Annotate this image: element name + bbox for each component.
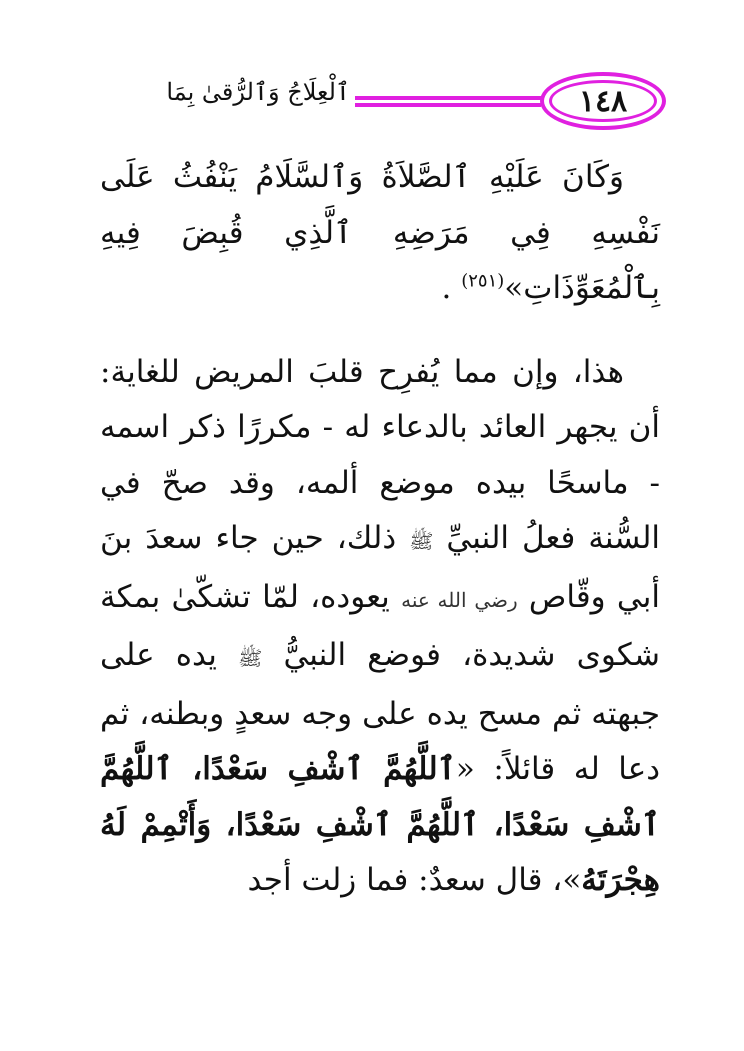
- salutation-glyph-2: ﷺ: [238, 646, 263, 670]
- body-text-2: ذلك، حين جاء سعدَ بنَ أبي وقّاص: [100, 520, 660, 615]
- honorific-glyph: رضي الله عنه: [401, 587, 518, 612]
- body-text-4: يده على جبهته ثم مسح يده على وجه سعدٍ وبطنه، ثم دعا له قائلاً: «: [100, 637, 660, 787]
- quote-end: .: [441, 270, 462, 306]
- quote-text: وَكَانَ عَلَيْهِ ٱلصَّلاَةُ وَٱلسَّلَامُ يَنْفُثُ عَلَى نَفْسِهِ فِي مَرَضِهِ ٱلَّذِي قُبِضَ فِيهِ بِٱلْمُعَوِّذَاتِ»: [100, 159, 660, 306]
- body-text-1: هذا، وإن مما يُفرِح قلبَ المريض للغاية: أن يجهر العائد بالدعاء له - مكررًا ذكر اسمه - ماسحًا بيده موضع ألمه، وقد صحّ في السُّنة فعلُ النبيِّ: [100, 353, 661, 556]
- salutation-glyph-1: ﷺ: [409, 529, 434, 553]
- body-text-5: »، قال سعدٌ: فما زلت أجد: [247, 862, 582, 898]
- dua-text: ٱللَّهُمَّ ٱشْفِ سَعْدًا، ٱللَّهُمَّ ٱشْفِ سَعْدًا، ٱللَّهُمَّ ٱشْفِ سَعْدًا، وَأَتْمِمْ لَهُ هِجْرَتَهُ: [100, 751, 660, 898]
- page-header: [0, 62, 744, 142]
- footnote-reference: (٢٥١): [461, 270, 505, 292]
- running-title: ٱلْعِلَاجُ وَٱلرُّقىٰ بِمَا: [166, 78, 350, 106]
- body-text-3: يعوده، لمّا تشكّىٰ بمكة شكوى شديدة، فوضع النبيُّ: [100, 578, 661, 673]
- page-number-badge: [540, 72, 666, 130]
- page-number: ١٤٨: [549, 80, 657, 122]
- hadith-quote: [100, 150, 660, 317]
- page-body: [100, 150, 660, 909]
- header-rule-top: [355, 96, 541, 100]
- body-paragraph: [100, 345, 660, 909]
- header-rule-bottom: [355, 103, 541, 107]
